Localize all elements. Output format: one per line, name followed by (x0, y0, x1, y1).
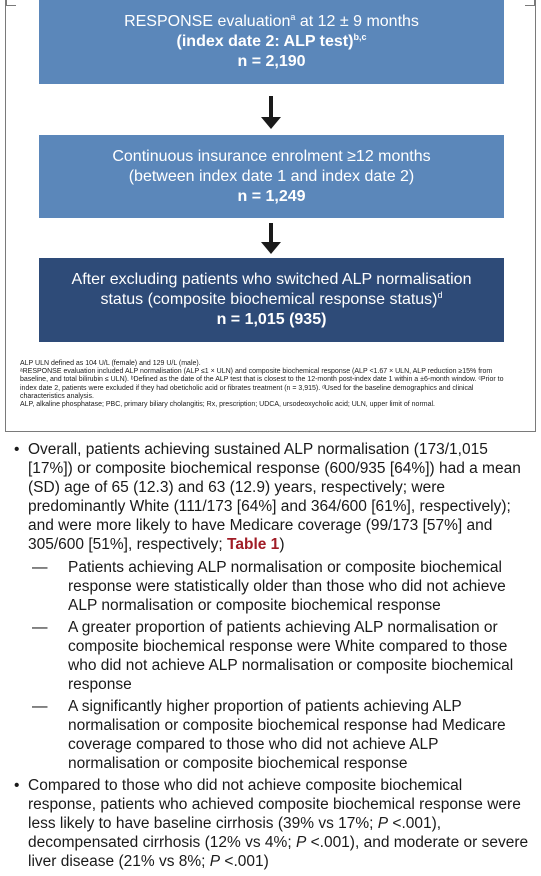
footnotes (20, 360, 518, 409)
sub-bullet-age: — Patients achieving ALP normalisation or composite biochemical response were statistically older than those who did not achieve ALP normalisation or composite biochemical response (32, 559, 506, 614)
flowchart-frame (5, 0, 536, 432)
box2-line1: Continuous insurance enrolment ≥12 months (112, 147, 431, 165)
dash-marker: — (32, 559, 48, 576)
exclusion-box (39, 258, 504, 342)
frame-notch-right (525, 0, 535, 6)
box3-line2: status (composite biochemical response status)$^d$ (100, 290, 443, 308)
footnote-definitions: ᵃRESPONSE evaluation included ALP normalisation (ALP ≤1 × ULN) and composite biochemical response (ALP <1.67 × ULN, ALP reduction ≥15% from baseline, and total bilirubin ≤ ULN). ᵇDefined as the date of the ALP test that is closest to the 12-month post-index date 1 within a ±6-month window. ᶜPrior to index date 2, patients were excluded if they had obeticholic acid or fibrates treatment (n = 3,915). ᵈUsed for the baseline demographics and clinical characteristics analysis. (20, 368, 504, 400)
sub-bullet-race: — A greater proportion of patients achieving ALP normalisation or composite biochemical response were White compared to those who did not achieve ALP normalisation or composite biochemical response (32, 619, 514, 693)
dash-marker: — (32, 698, 48, 715)
down-arrow-icon (261, 223, 281, 255)
box3-count: n = 1,015 (935) (216, 311, 327, 328)
response-evaluation-box (39, 0, 504, 84)
summary-bullets (12, 440, 532, 875)
footnote-abbreviations: ALP, alkaline phosphatase; PBC, primary biliary cholangitis; Rx, prescription; UDCA, ursodeoxycholic acid; ULN, upper limit of normal. (20, 401, 435, 409)
box1-count: n = 2,190 (237, 53, 306, 70)
sub-bullet-medicare: — A significantly higher proportion of patients achieving ALP normalisation or composite biochemical response had Medicare coverage compared to those who did not achieve ALP normalisation or composite biochemical response (32, 698, 506, 772)
down-arrow-icon (261, 96, 281, 130)
bullet-marker: • (14, 777, 20, 794)
bullet-overall: • Overall, patients achieving sustained ALP normalisation (173/1,015 [17%]) or composite biochemical response (600/935 [64%]) had a mean (SD) age of 65 (12.3) and 63 (12.9) years, respectively; were predominantly White (111/173 [64%] and 364/600 [61%], respectively); and were more likely to have Medicare coverage (99/173 [57%] and 305/600 [51%], respectively; Table 1) (14, 441, 521, 553)
bullet-cirrhosis: • Compared to those who did not achieve composite biochemical response, patients who achieved composite biochemical response were less likely to have baseline cirrhosis (39% vs 17%; P <.001), decompensated cirrhosis (12% vs 4%; P <.001), and moderate or severe liver disease (21% vs 8%; P <.001) (14, 777, 529, 870)
box1-line2: (index date 2: ALP test)$^{b,c}$ (176, 32, 367, 50)
frame-notch-left (6, 0, 16, 6)
box3-line1: After excluding patients who switched ALP normalisation (71, 271, 472, 288)
box2-count: n = 1,249 (237, 187, 306, 205)
table-1-link[interactable]: Table 1 (227, 536, 280, 553)
insurance-enrolment-box (39, 135, 504, 218)
box2-line2: (between index date 1 and index date 2) (128, 167, 415, 185)
box1-line1: RESPONSE evaluation$^a$ at 12 ± 9 months (124, 12, 419, 30)
footnote-uln: ALP ULN defined as 104 U/L (female) and 129 U/L (male). (20, 360, 201, 367)
bullet-marker: • (14, 441, 20, 458)
dash-marker: — (32, 619, 48, 636)
